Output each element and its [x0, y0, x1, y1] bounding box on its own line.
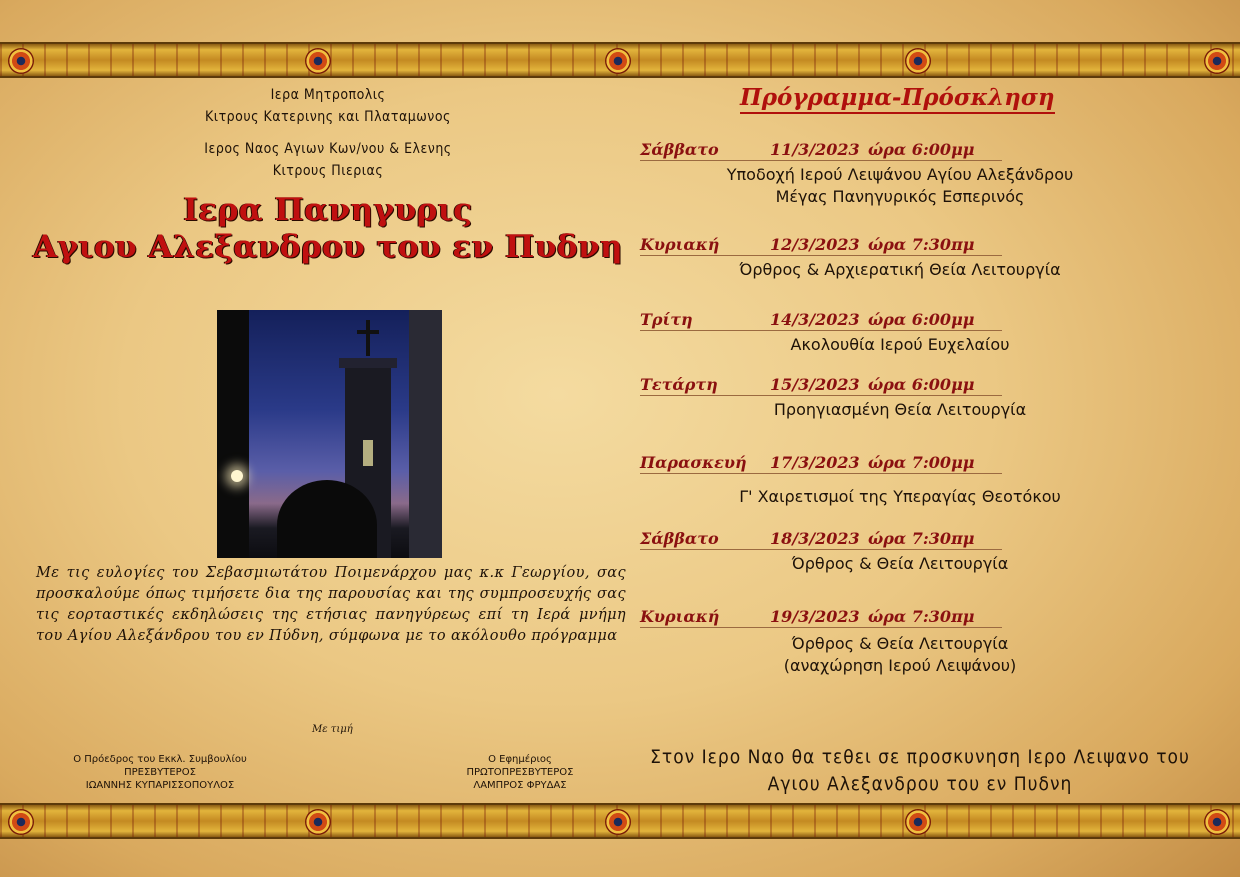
bottom-ornamental-border: [0, 803, 1240, 839]
cross-icon-bar: [357, 330, 379, 334]
event-description-line2: Μέγας Πανηγυρικός Εσπερινός: [775, 187, 1025, 206]
event-day: Τρίτη: [640, 310, 693, 329]
signature-president-role: Ο Πρόεδρος του Εκκλ. Συμβουλίου: [73, 754, 247, 765]
event-date: 14/3/2023: [770, 310, 860, 329]
left-header: [28, 80, 628, 266]
tower-cap: [339, 358, 397, 368]
program-title: Πρόγραμμα-Πρόσκληση: [740, 84, 1055, 114]
event-date: 15/3/2023: [770, 375, 860, 394]
event-description-line2: (αναχώρηση Ιερού Λειψάνου): [783, 656, 1017, 675]
regards-text: Με τιμή: [312, 724, 353, 735]
signature-priest-role: Ο Εφημέριος: [488, 754, 552, 765]
event-description-line1: Όρθρος & Αρχιερατική Θεία Λειτουργία: [739, 260, 1061, 279]
signature-priest-title: ΠΡΩΤΟΠΡΕΣΒΥΤΕΡΟΣ: [466, 767, 574, 778]
rosette-ornament: [605, 809, 631, 835]
feast-title-line1: Ιερα Πανηγυρις: [183, 192, 473, 228]
event-description: [640, 486, 1160, 508]
event-day: Κυριακή: [640, 607, 720, 626]
rosette-ornament: [1204, 48, 1230, 74]
event-time: ώρα 7:30πμ: [868, 529, 975, 548]
event-date: 19/3/2023: [770, 607, 860, 626]
rosette-ornament: [8, 809, 34, 835]
event-item: [640, 529, 1160, 575]
relic-note-line2: Αγιου Αλεξανδρου του εν Πυδνη: [767, 773, 1073, 795]
tree-silhouette: [217, 310, 249, 558]
event-heading: [640, 375, 1002, 396]
event-day: Τετάρτη: [640, 375, 718, 394]
event-heading: [640, 529, 1002, 550]
event-item: [640, 235, 1160, 281]
church-location: Κιτρους Πιεριας: [272, 163, 384, 179]
event-description-line1: Υποδοχή Ιερού Λειψάνου Αγίου Αλεξάνδρου: [726, 165, 1074, 184]
event-date: 17/3/2023: [770, 453, 860, 472]
tower-window: [363, 440, 373, 466]
signature-priest: [420, 753, 620, 792]
event-description: [640, 399, 1160, 421]
event-heading: [640, 235, 1002, 256]
event-item: [640, 310, 1160, 356]
event-day: Παρασκευή: [640, 453, 747, 472]
rosette-ornament: [905, 809, 931, 835]
signature-president-name: ΙΩΑΝΝΗΣ ΚΥΠΑΡΙΣΣΟΠΟΥΛΟΣ: [85, 780, 235, 791]
event-item: [640, 607, 1160, 677]
event-heading: [640, 310, 1002, 331]
event-description: [640, 553, 1160, 575]
event-description-line1: Όρθρος & Θεία Λειτουργία: [791, 634, 1009, 653]
event-time: ώρα 6:00μμ: [868, 375, 975, 394]
metropolis-line: Ιερα Μητροπολις: [270, 87, 386, 103]
event-heading: [640, 140, 1002, 161]
event-heading: [640, 453, 1002, 474]
event-description: [640, 259, 1160, 281]
top-ornamental-border: [0, 42, 1240, 78]
event-description: [640, 164, 1160, 208]
event-description-line1: Γ' Χαιρετισμοί της Υπεραγίας Θεοτόκου: [739, 487, 1061, 506]
event-time: ώρα 7:00μμ: [868, 453, 975, 472]
event-date: 11/3/2023: [770, 140, 860, 159]
cross-icon: [366, 320, 370, 356]
event-item: [640, 140, 1160, 208]
event-description-line1: Ακολουθία Ιερού Ευχελαίου: [790, 335, 1010, 354]
church-bell-tower-photo: [217, 310, 442, 558]
event-item: [640, 375, 1160, 421]
relic-veneration-note: [640, 744, 1200, 798]
rosette-ornament: [1204, 809, 1230, 835]
event-description-line1: Όρθρος & Θεία Λειτουργία: [791, 554, 1009, 573]
lamp-light: [231, 470, 243, 482]
rosette-ornament: [305, 48, 331, 74]
feast-title-line2: Αγιου Αλεξανδρου του εν Πυδνη: [32, 229, 624, 265]
event-heading: [640, 607, 1002, 628]
event-description-line1: Προηγιασμένη Θεία Λειτουργία: [773, 400, 1027, 419]
building-wall: [409, 310, 442, 558]
rosette-ornament: [605, 48, 631, 74]
event-description: [640, 633, 1160, 677]
event-day: Κυριακή: [640, 235, 720, 254]
rosette-ornament: [305, 809, 331, 835]
event-time: ώρα 6:00μμ: [868, 310, 975, 329]
event-day: Σάββατο: [640, 529, 719, 548]
event-day: Σάββατο: [640, 140, 719, 159]
event-time: ώρα 7:30πμ: [868, 235, 975, 254]
church-name: Ιερος Ναος Αγιων Κων/νου & Ελενης: [204, 141, 452, 157]
event-item: [640, 453, 1160, 508]
relic-note-line1: Στον Ιερο Ναο θα τεθει σε προσκυνηση Ιερο Λειψανο του: [650, 746, 1190, 768]
blessing-text: Με τις ευλογίες του Σεβασμιωτάτου Ποιμενάρχου μας κ.κ Γεωργίου, σας προσκαλούμε όπως τιμήσετε δια της παρουσίας και της συμπροσευχής σας τις εορταστικές εκδηλώσεις της ετήσιας πανηγύρεως επί τη Ιερά μνήμη του Αγίου Αλεξάνδρου του εν Πύδνη, σύμφωνα με το ακόλουθο πρόγραμμα: [36, 565, 626, 644]
rosette-ornament: [905, 48, 931, 74]
signature-president: [40, 753, 280, 792]
signature-president-title: ΠΡΕΣΒΥΤΕΡΟΣ: [124, 767, 196, 778]
signature-priest-name: ΛΑΜΠΡΟΣ ΦΡΥΔΑΣ: [473, 780, 567, 791]
feast-title: [28, 192, 628, 266]
rosette-ornament: [8, 48, 34, 74]
event-date: 12/3/2023: [770, 235, 860, 254]
event-date: 18/3/2023: [770, 529, 860, 548]
metropolis-name: Κιτρους Κατερινης και Πλαταμωνος: [205, 109, 451, 125]
event-time: ώρα 6:00μμ: [868, 140, 975, 159]
event-description: [640, 334, 1160, 356]
event-time: ώρα 7:30πμ: [868, 607, 975, 626]
